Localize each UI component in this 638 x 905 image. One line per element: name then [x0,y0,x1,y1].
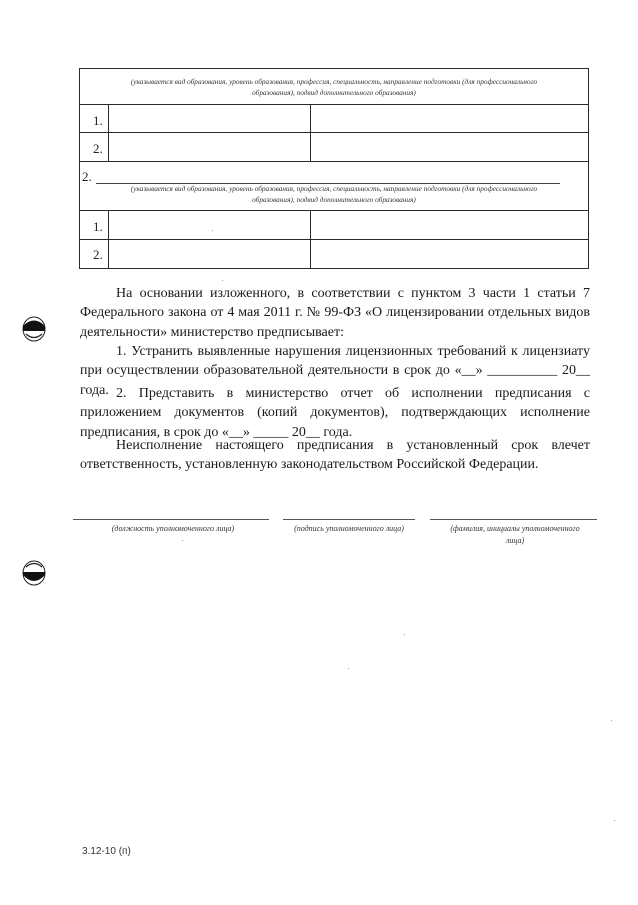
signature-caption: (подпись уполномоченного лица) [294,524,404,533]
paragraph-item-2: 2. Представить в министерство отчет об исполнении предписания с приложением документов (копий документов), подтверждающих исполнение предписания, в срок до «__» _____ 20__ года. [80,386,590,440]
section2-row1-number: 1. [93,219,103,234]
paragraph-liability: Неисполнение настоящего предписания в установленный срок влечет ответственность, установленную законодательством Российской Федерации. [80,438,590,473]
section2-row2-number: 2. [93,247,103,262]
position-caption: (должность уполномоченного лица) [111,524,235,533]
name-caption: (фамилия, инициалы уполномоченного лица) [450,524,580,545]
form-code: 3.12-10 (п) [82,846,131,857]
education-programs-table [79,68,589,269]
punch-hole-top [20,314,48,344]
name-signature-line [430,519,597,520]
table-header-note: (указывается вид образования, уровень образования, профессия, специальность, направление подготовки (для профессионального образования), подвид дополнительного образования) [130,77,538,97]
position-signature-line [73,519,269,520]
section2-note: (указывается вид образования, уровень образования, профессия, специальность, направление подготовки (для профессионального образования), подвид дополнительного образования) [130,184,538,204]
signature-line [283,519,415,520]
paragraph-basis: На основании изложенного, в соответствии с пунктом 3 части 1 статьи 7 Федерального закона от 4 мая 2011 г. № 99-ФЗ «О лицензировании отдельных видов деятельности» министерство предписывает: [80,286,590,340]
section2-number: 2. [82,169,92,184]
section1-row1-number: 1. [93,113,103,128]
punch-hole-bottom [20,558,48,588]
paragraph-item-1: 1. Устранить выявленные нарушения лицензионных требований к лицензиату при осуществлении образовательной деятельности в срок до «__» __________ 20__ года. [80,344,590,398]
section1-row2-number: 2. [93,141,103,156]
